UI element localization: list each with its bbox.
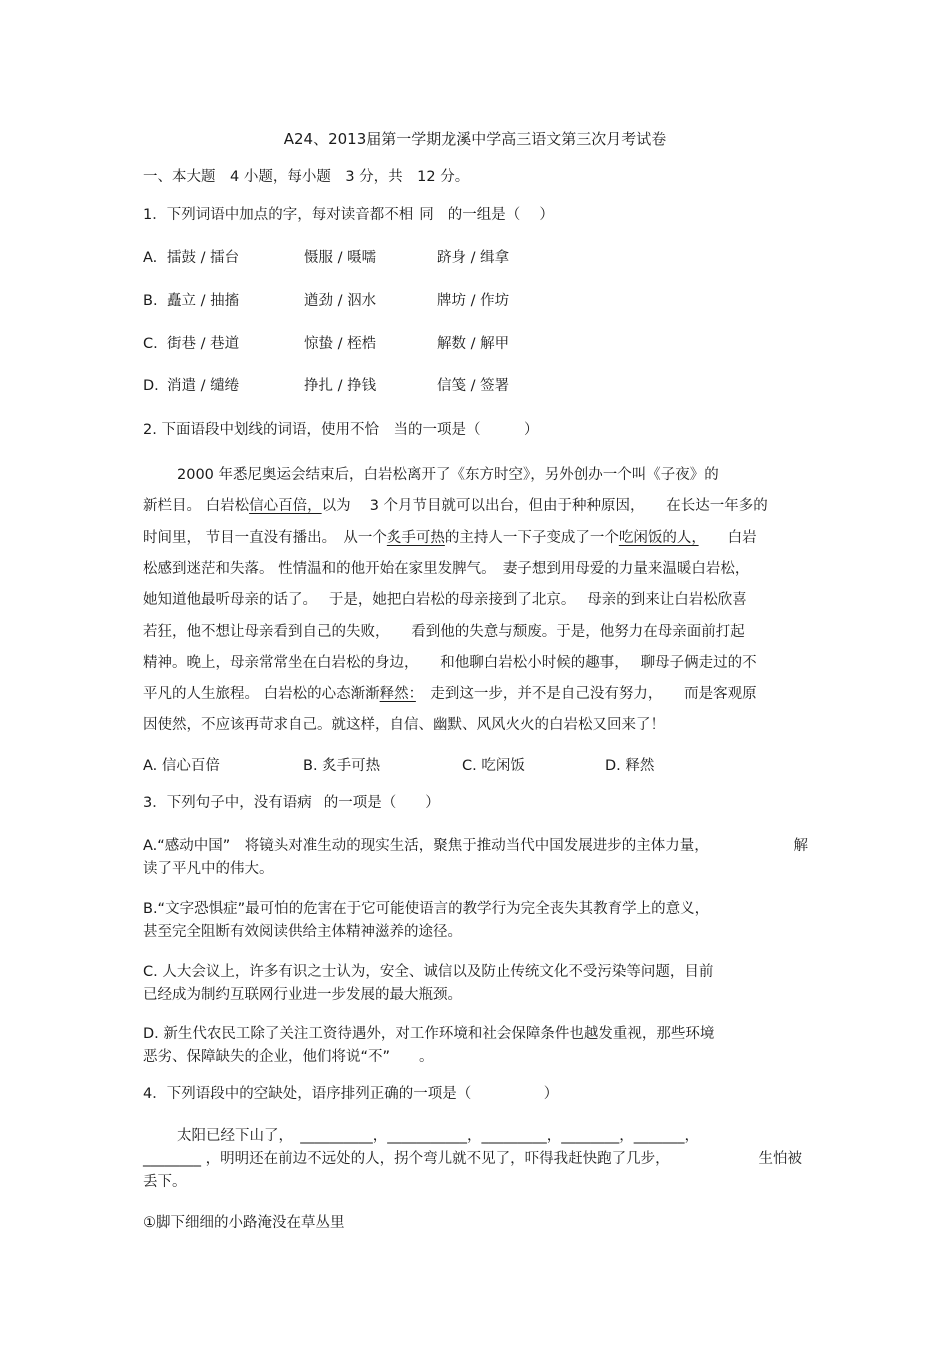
q4-item-1: ①脚下细细的小路淹没在草丛里 [143,1215,345,1231]
q3-option-c-line1: C. 人大会议上，许多有识之士认为，安全、诚信以及防止传统文化不受污染等问题，目前 [143,964,714,980]
q2-option-d: D. 释然 [605,758,655,774]
q1-emphasis: 相同 [398,207,440,223]
q2-paragraph-line: 平凡的人生旅程。 白岩松的心态渐渐释然： 走到这一步，并不是自己没有努力， 而是客观原 [143,686,757,702]
q4-passage-line2: ________ ，明明还在前边不远处的人，拐个弯儿就不见了，吓得我赶快跑了几步， 生怕被 [143,1151,802,1167]
q3-option-d-line2: 恶劣、保障缺失的企业，他们将说“不” 。 [143,1049,434,1065]
section-heading: 一、本大题 4 小题，每小题 3 分，共 12 分。 [143,169,470,185]
q2-option-a: A. 信心百倍 [143,758,220,774]
page-title: A24、2013届第一学期龙溪中学高三语文第三次月考试卷 [283,130,667,148]
q2-paragraph-line: 时间里， 节目一直没有播出。 从一个炙手可热的主持人一下子变成了一个吃闲饭的人， 白岩 [143,530,757,546]
q2-paragraph-line: 若狂，他不想让母亲看到自己的失败， 看到他的失意与颓废。于是，他努力在母亲面前打起 [143,624,745,640]
underlined-term: 吃闲饭的人， [618,530,699,546]
q1-stem-post: 的一组是（ ） [447,207,554,223]
underlined-term: 释然： [379,686,416,702]
q2-paragraph-line: 2000 年悉尼奥运会结束后，白岩松离开了《东方时空》，另外创办一个叫《子夜》的 [177,467,719,483]
q3-option-a-line1: A.“感动中国” 将镜头对准生动的现实生活，聚焦于推动当代中国发展进步的主体力量， 解 [143,838,808,854]
q4-passage-line3: 丢下。 [143,1174,187,1190]
underlined-term: 信心百倍， [249,498,322,514]
q2-paragraph-line: 松感到迷茫和失落。 性情温和的他开始在家里发脾气。 妻子想到用母爱的力量来温暖白岩松， [143,561,750,577]
q4-passage-line1: 太阳已经下山了， __________，___________，_________，________，_______， [177,1128,699,1144]
exam-page: A24、2013届第一学期龙溪中学高三语文第三次月考试卷 一、本大题 4 小题，每小题 3 分，共 12 分。 1．下列词语中加点的字，每对读音都不相同 的一组是（ ） A. 擂鼓 / 擂台 慑服 / 嗫嚅 跻身 / 缉拿 B. 矗立 / 抽搐 遒劲 / 泅水 牌坊 / 作坊 C. 街巷 / 巷道 惊蛰 / 桎梏 解数 / 解甲 D. 消遣 / 缱绻 挣扎 / 挣钱 信笺 / 签署 2. 下面语段中划线的词语，使用不恰 当的一项是（ ） 2000 年悉尼奥运会结束后，白岩松离开了《东方时空》，另外创办一个叫《子夜》的 新栏目。 白岩松信心百倍，以为 3 个月节目就可以出台，但由于种种原因， 在长达一年多的 时间里， 节目一直没有播出。 从一个炙手可热的主持人一下子变成了一个吃闲饭的人， 白岩 松感到迷茫和失落。 性情温和的他开始在家里发脾气。 妻子想到用母爱的力量来温暖白岩松， 她知道他最听母亲的话了。 于是，她把白岩松的母亲接到了北京。 母亲的到来让白岩松欣喜 若狂，他不想让母亲看到自己的失败， 看到他的失意与颓废。于是，他努力在母亲面前打起 精神。晚上，母亲常常坐在白岩松的身边， 和他聊白岩松小时候的趣事， 聊母子俩走过的不 平凡的人生旅程。 白岩松的心态渐渐释然： 走到这一步，并不是自己没有努力， 而是客观原 因使然，不应该再苛求自己。就这样，自信、幽默、风风火火的白岩松又回来了！ A. 信心百倍 B. 炙手可热 C. 吃闲饭 D. 释然 3．下列句子中，没有语病 的一项是（ ） A.“感动中国” 将镜头对准生动的现实生活，聚焦于推动当代中国发展进步的主体力量， 解 读了平凡中的伟大。 B.“文字恐惧症”最可怕的危害在于它可能使语言的教学行为完全丧失其教育学上的意义， 甚至完全阻断有效阅读供给主体精神滋养的途径。 C. 人大会议上，许多有识之士认为，安全、诚信以及防止传统文化不受污染等问题，目前 已经成为制约互联网行业进一步发展的最大瓶颈。 D. 新生代农民工除了关注工资待遇外，对工作环境和社会保障条件也越发重视，那些环境 恶劣、保障缺失的企业，他们将说“不” 。 4．下列语段中的空缺处，语序排列正确的一项是（ ） 太阳已经下山了， __________，___________，_________，________，_______， ________ ，明明还在前边不远处的人，拐个弯儿就不见了，吓得我赶快跑了几步， 生怕被 丢下。 ①脚下细细的小路淹没在草丛里 [0,0,950,1345]
q1-stem-pre: 1．下列词语中加点的字，每对读音都不 [143,207,399,223]
q2-paragraph-line: 她知道他最听母亲的话了。 于是，她把白岩松的母亲接到了北京。 母亲的到来让白岩松欣喜 [143,592,747,608]
q2-option-c: C. 吃闲饭 [462,758,525,774]
q3-option-b-line1: B.“文字恐惧症”最可怕的危害在于它可能使语言的教学行为完全丧失其教育学上的意义， [143,901,710,917]
question-3-stem: 3．下列句子中，没有语病 的一项是（ ） [143,795,440,811]
question-1-stem [143,205,554,225]
q3-option-c-line2: 已经成为制约互联网行业进一步发展的最大瓶颈。 [143,987,462,1003]
q3-option-a-line2: 读了平凡中的伟大。 [143,861,274,877]
question-4-stem: 4．下列语段中的空缺处，语序排列正确的一项是（ ） [143,1086,559,1102]
question-2-stem: 2. 下面语段中划线的词语，使用不恰 当的一项是（ ） [143,422,539,438]
q2-paragraph-line: 新栏目。 白岩松信心百倍，以为 3 个月节目就可以出台，但由于种种原因， 在长达一年多的 [143,498,768,514]
q3-option-b-line2: 甚至完全阻断有效阅读供给主体精神滋养的途径。 [143,924,462,940]
q2-emphasis: 恰 当 [364,422,408,438]
q2-paragraph-line: 精神。晚上，母亲常常坐在白岩松的身边， 和他聊白岩松小时候的趣事， 聊母子俩走过的不 [143,655,757,671]
q2-paragraph-line: 因使然，不应该再苛求自己。就这样，自信、幽默、风风火火的白岩松又回来了！ [143,717,665,733]
q2-option-b: B. 炙手可热 [303,758,381,774]
q3-emphasis: 没有语病 [253,795,312,811]
underlined-term: 炙手可热 [386,530,445,546]
q3-option-d-line1: D. 新生代农民工除了关注工资待遇外，对工作环境和社会保障条件也越发重视，那些环境 [143,1026,715,1042]
